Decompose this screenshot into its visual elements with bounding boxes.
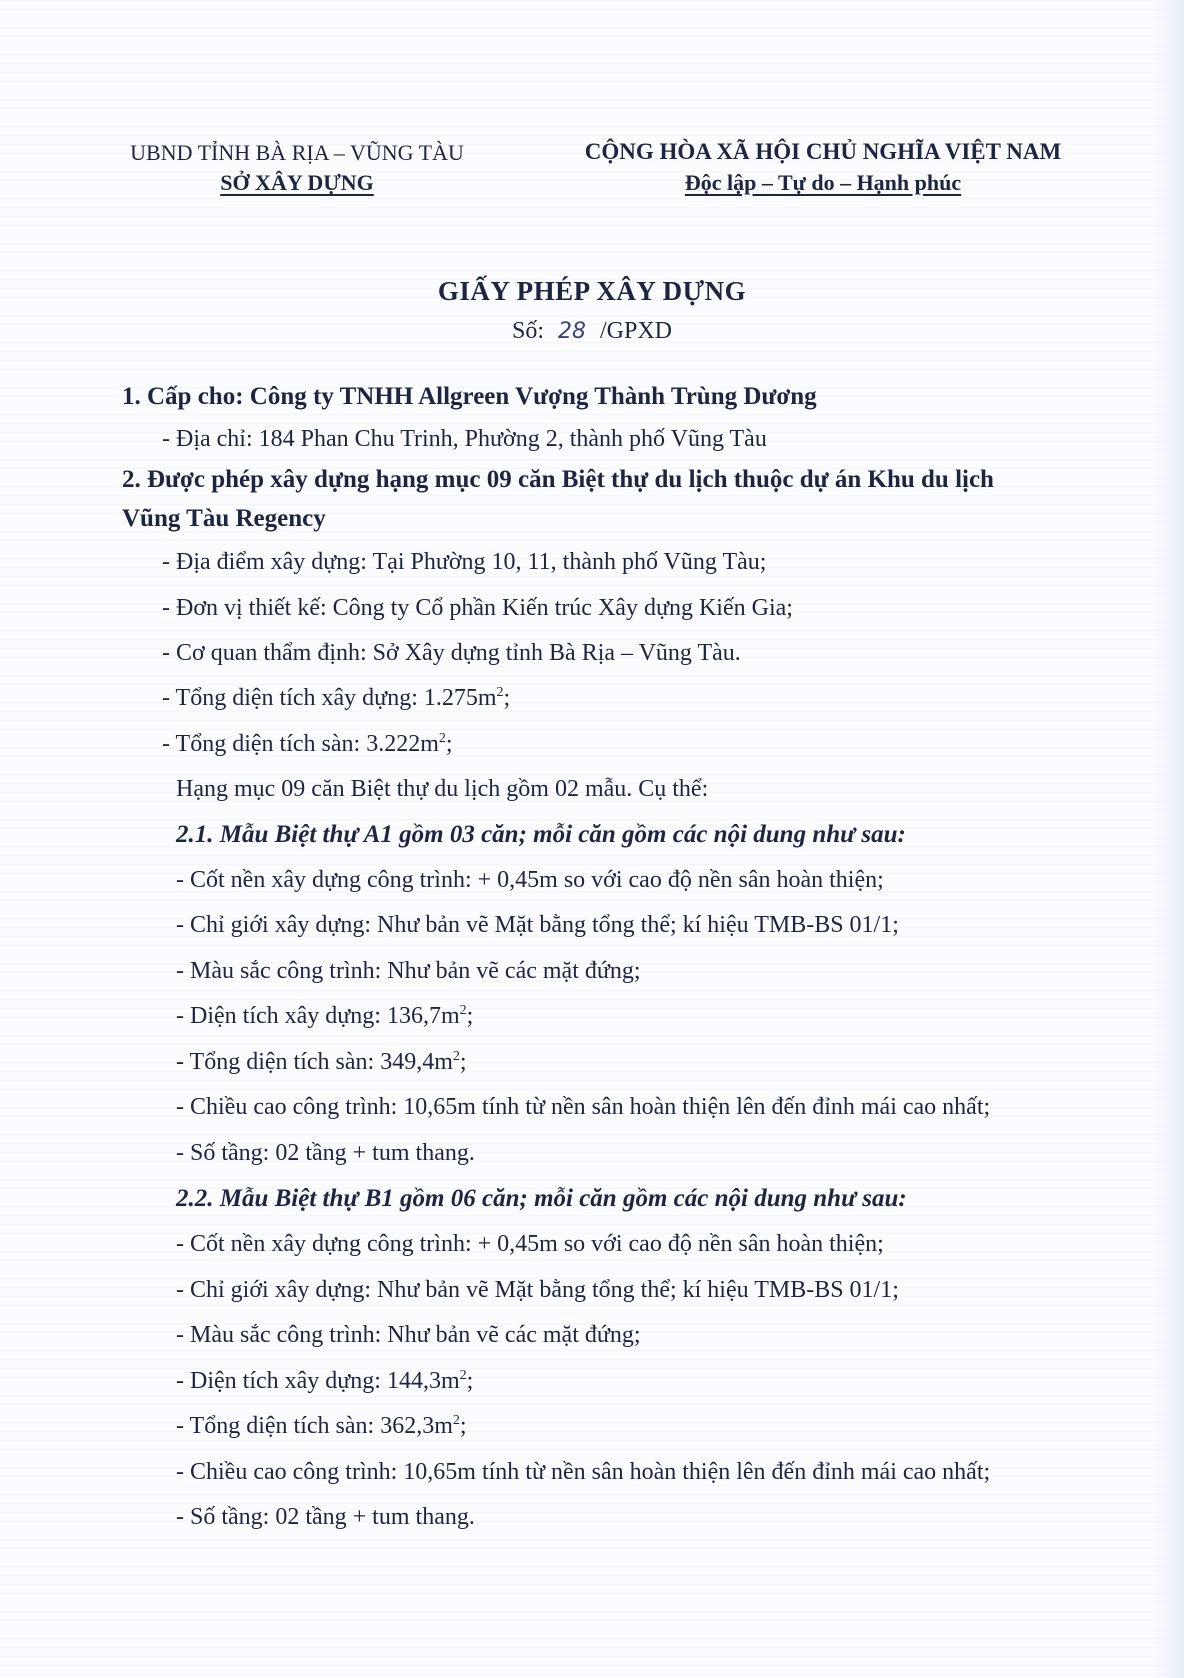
section2-heading-line2: Vũng Tàu Regency (122, 505, 326, 532)
model-a1-foundation: - Cốt nền xây dựng công trình: + 0,45m so với cao độ nền sân hoàn thiện; (176, 867, 884, 893)
a1-floor-area-text: - Tổng diện tích sàn: 349,4m (176, 1049, 453, 1075)
semicolon: ; (459, 1049, 467, 1075)
section2-summary: Hạng mục 09 căn Biệt thự du lịch gồm 02 mẫu. Cụ thể: (176, 776, 709, 802)
model-b1-color: - Màu sắc công trình: Như bản vẽ các mặt đứng; (176, 1322, 641, 1348)
model-b1-foundation: - Cốt nền xây dựng công trình: + 0,45m so với cao độ nền sân hoàn thiện; (176, 1231, 884, 1257)
section2-heading-line1: 2. Được phép xây dựng hạng mục 09 căn Biệt thự du lịch thuộc dự án Khu du lịch (122, 466, 994, 493)
section2-designer: - Đơn vị thiết kế: Công ty Cổ phần Kiến trúc Xây dựng Kiến Gia; (162, 595, 793, 621)
section2-total-floor-area (162, 731, 453, 758)
handwritten-number: 28 (558, 319, 586, 344)
model-a1-heading: 2.1. Mẫu Biệt thự A1 gồm 03 căn; mỗi căn gồm các nội dung như sau: (176, 821, 906, 848)
agency-name: SỞ XÂY DỰNG (220, 170, 374, 195)
country-name: CỘNG HÒA XÃ HỘI CHỦ NGHĨA VIỆT NAM (584, 139, 1062, 164)
model-b1-height: - Chiều cao công trình: 10,65m tính từ nền sân hoàn thiện lên đến đỉnh mái cao nhất; (176, 1459, 991, 1485)
model-b1-boundary: - Chỉ giới xây dựng: Như bản vẽ Mặt bằng tổng thể; kí hiệu TMB-BS 01/1; (176, 1277, 899, 1303)
b1-floor-area-text: - Tổng diện tích sàn: 362,3m (176, 1413, 453, 1439)
model-a1-floors: - Số tầng: 02 tầng + tum thang. (176, 1140, 475, 1166)
sup-2: 2 (452, 1413, 460, 1428)
scan-edge (1154, 0, 1184, 1678)
b1-build-area-text: - Diện tích xây dựng: 144,3m (176, 1368, 460, 1394)
issuer-block (112, 138, 482, 198)
sup-2: 2 (459, 1368, 467, 1383)
section2-total-build-area (162, 685, 510, 712)
semicolon: ; (445, 731, 453, 757)
model-a1-height: - Chiều cao công trình: 10,65m tính từ nền sân hoàn thiện lên đến đỉnh mái cao nhất; (176, 1094, 991, 1120)
model-a1-color: - Màu sắc công trình: Như bản vẽ các mặt đứng; (176, 958, 641, 984)
total-build-area-text: - Tổng diện tích xây dựng: 1.275m (162, 685, 497, 711)
model-b1-floors: - Số tầng: 02 tầng + tum thang. (176, 1504, 475, 1530)
section1-heading: 1. Cấp cho: Công ty TNHH Allgreen Vượng Thành Trùng Dương (122, 383, 817, 410)
model-b1-floor-area (176, 1413, 467, 1440)
model-b1-heading: 2.2. Mẫu Biệt thự B1 gồm 06 căn; mỗi căn gồm các nội dung như sau: (176, 1185, 907, 1212)
model-b1-build-area (176, 1368, 473, 1395)
section2-location: - Địa điểm xây dựng: Tại Phường 10, 11, thành phố Vũng Tàu; (162, 549, 767, 575)
document-number (0, 318, 1184, 345)
sup-2: 2 (452, 1049, 460, 1064)
semicolon: ; (466, 1003, 474, 1029)
total-floor-area-text: - Tổng diện tích sàn: 3.222m (162, 731, 439, 757)
number-suffix: /GPXD (600, 318, 673, 344)
sup-2: 2 (459, 1003, 467, 1018)
model-a1-boundary: - Chỉ giới xây dựng: Như bản vẽ Mặt bằng tổng thể; kí hiệu TMB-BS 01/1; (176, 912, 899, 938)
section2-appraiser: - Cơ quan thẩm định: Sở Xây dựng tỉnh Bà Rịa – Vũng Tàu. (162, 640, 741, 666)
sup-2: 2 (496, 685, 504, 700)
model-a1-floor-area (176, 1049, 467, 1076)
semicolon: ; (459, 1413, 467, 1439)
number-prefix: Số: (511, 318, 544, 344)
national-motto-block (568, 136, 1078, 198)
document-title: GIẤY PHÉP XÂY DỰNG (437, 276, 747, 306)
semicolon: ; (466, 1368, 474, 1394)
a1-build-area-text: - Diện tích xây dựng: 136,7m (176, 1003, 460, 1029)
semicolon: ; (503, 685, 511, 711)
model-a1-build-area (176, 1003, 473, 1030)
motto: Độc lập – Tự do – Hạnh phúc (684, 170, 962, 195)
province-name: UBND TỈNH BÀ RỊA – VŨNG TÀU (130, 140, 464, 165)
section1-address: - Địa chỉ: 184 Phan Chu Trinh, Phường 2, thành phố Vũng Tàu (162, 426, 767, 452)
sup-2: 2 (438, 731, 446, 746)
